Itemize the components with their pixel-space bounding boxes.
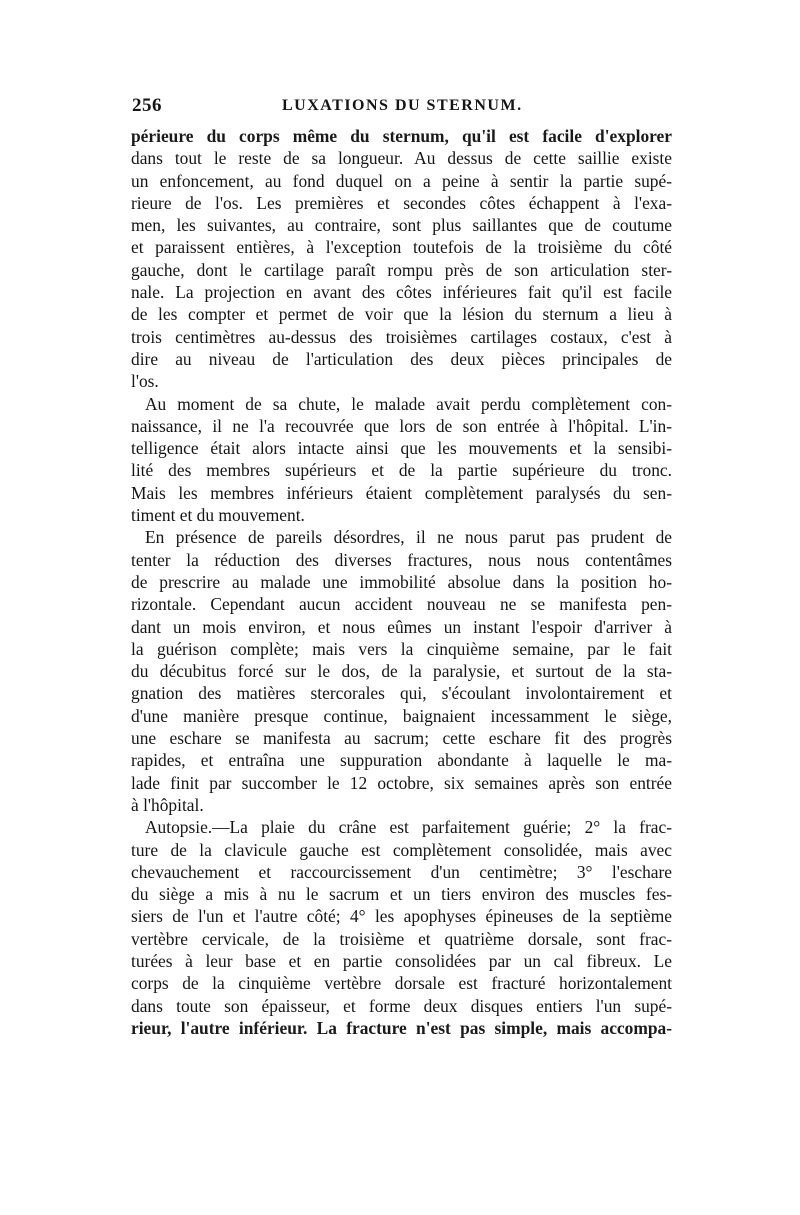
text-line: En présence de pareils désordres, il ne nous parut pas prudent de <box>145 527 672 548</box>
text-line: gnation des matières stercorales qui, s'écoulant involontairement et <box>131 683 672 704</box>
text-line: et paraissent entières, à l'exception toutefois de la troisième du côté <box>131 237 672 258</box>
text-line: dans tout le reste de sa longueur. Au dessus de cette saillie existe <box>131 148 672 169</box>
text-line: trois centimètres au-dessus des troisièmes cartilages costaux, c'est à <box>131 326 672 347</box>
text-line: nale. La projection en avant des côtes inférieures fait qu'il est facile <box>131 282 672 303</box>
text-line: rieure de l'os. Les premières et secondes côtes échappent à l'exa- <box>131 192 672 213</box>
text-line: rizontale. Cependant aucun accident nouveau ne se manifesta pen- <box>131 594 672 615</box>
text-line: l'os. <box>131 371 159 392</box>
text-line: naissance, il ne l'a recouvrée que lors de son entrée à l'hôpital. L'in- <box>131 415 672 436</box>
text-line: men, les suivantes, au contraire, sont plus saillantes que de coutume <box>131 215 672 236</box>
text-line: un enfoncement, au fond duquel on a peine à sentir la partie supé- <box>131 170 672 191</box>
text-line: du décubitus forcé sur le dos, de la paralysie, et surtout de la sta- <box>131 661 672 682</box>
text-line: gauche, dont le cartilage paraît rompu près de son articulation ster- <box>131 259 672 280</box>
running-head <box>132 95 672 121</box>
text-line: lité des membres supérieurs et de la partie supérieure du tronc. <box>131 460 672 481</box>
text-line: Mais les membres inférieurs étaient complètement paralysés du sen- <box>131 482 672 503</box>
running-title: LUXATIONS DU STERNUM. <box>282 97 523 114</box>
text-line: à l'hôpital. <box>131 794 204 815</box>
text-line: périeure du corps même du sternum, qu'il est facile d'explorer <box>131 126 672 146</box>
text-line: dire au niveau de l'articulation des deux pièces principales de <box>131 348 672 369</box>
text-line: rapides, et entraîna une suppuration abondante à laquelle le ma- <box>131 750 672 771</box>
text-line: vertèbre cervicale, de la troisième et quatrième dorsale, sont frac- <box>131 928 672 949</box>
text-line: turées à leur base et en partie consolidées par un cal fibreux. Le <box>131 950 672 971</box>
text-line: corps de la cinquième vertèbre dorsale est fracturé horizontalement <box>131 973 672 994</box>
text-line: chevauchement et raccourcissement d'un centimètre; 3° l'eschare <box>131 861 672 882</box>
text-line: dant un mois environ, et nous eûmes un instant l'espoir d'arriver à <box>131 616 672 637</box>
body-text <box>131 125 672 1039</box>
text-line: une eschare se manifesta au sacrum; cette eschare fit des progrès <box>131 728 672 749</box>
text-line: lade finit par succomber le 12 octobre, six semaines après son entrée <box>131 772 672 793</box>
text-line: siers de l'un et l'autre côté; 4° les apophyses épineuses de la septième <box>131 906 672 927</box>
text-line: la guérison complète; mais vers la cinquième semaine, par le fait <box>131 638 672 659</box>
text-line: de prescrire au malade une immobilité absolue dans la position ho- <box>131 571 672 592</box>
text-line: Autopsie.—La plaie du crâne est parfaitement guérie; 2° la frac- <box>145 817 672 838</box>
page-number: 256 <box>132 95 162 116</box>
text-line: du siège a mis à nu le sacrum et un tiers environ des muscles fes- <box>131 884 672 905</box>
text-line: dans toute son épaisseur, et forme deux disques entiers l'un supé- <box>131 995 672 1016</box>
text-line: tenter la réduction des diverses fractures, nous nous contentâmes <box>131 549 672 570</box>
text-line: telligence était alors intacte ainsi que les mouvements et la sensibi- <box>131 438 672 459</box>
text-line: d'une manière presque continue, baignaient incessamment le siège, <box>131 705 672 726</box>
text-line: ture de la clavicule gauche est complètement consolidée, mais avec <box>131 839 672 860</box>
text-line: timent et du mouvement. <box>131 505 305 526</box>
text-line: de les compter et permet de voir que la lésion du sternum a lieu à <box>131 304 672 325</box>
text-line: Au moment de sa chute, le malade avait perdu complètement con- <box>145 393 672 414</box>
text-line: rieur, l'autre inférieur. La fracture n'est pas simple, mais accompa- <box>131 1017 672 1038</box>
